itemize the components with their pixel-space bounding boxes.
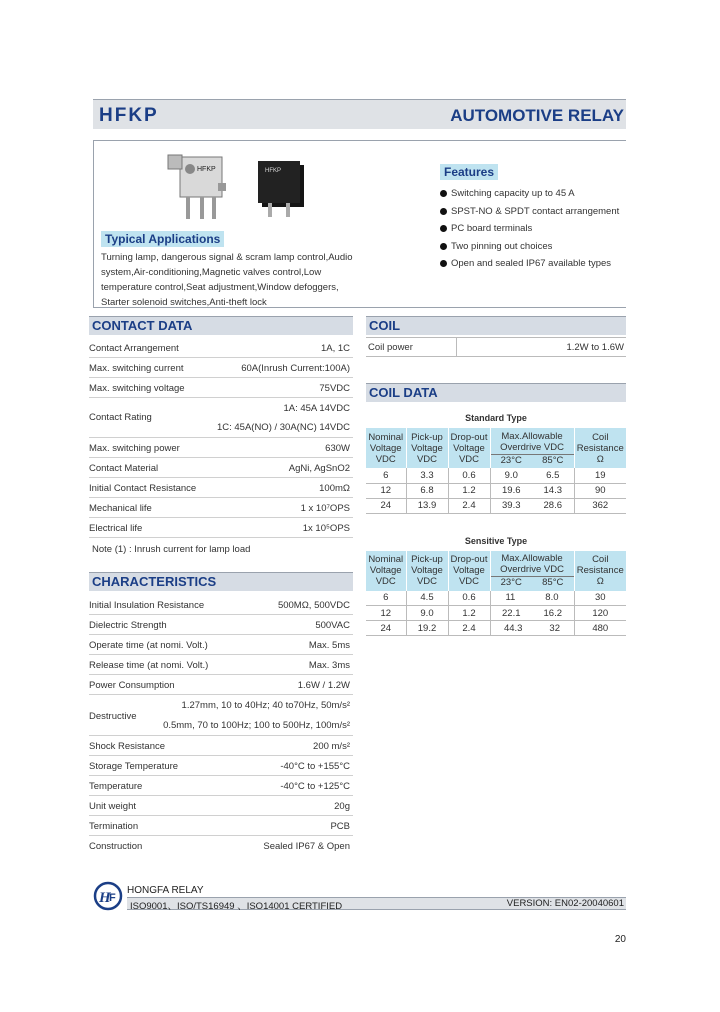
applications-block: [101, 230, 357, 310]
features-title: Features: [440, 164, 498, 180]
feature-item: PC board terminals: [440, 220, 626, 238]
contact-row: Mechanical life 1 x 10⁷OPS: [89, 498, 353, 518]
coil-power-row: Coil power 1.2W to 1.6W: [366, 337, 626, 357]
applications-title: Typical Applications: [101, 231, 224, 247]
table-row: 24 19.2 2.4 44.3 32 480: [366, 621, 626, 636]
standard-coil-table: [366, 428, 626, 514]
coil-data-section: [366, 383, 626, 636]
char-row: Initial Insulation Resistance 500MΩ, 500VDC: [89, 595, 353, 615]
col-overdrive: Max.Allowable Overdrive VDC 23°C 85°C: [490, 551, 574, 591]
char-row: Operate time (at nomi. Volt.) Max. 5ms: [89, 635, 353, 655]
svg-text:F: F: [109, 892, 116, 904]
sensitive-coil-table: [366, 551, 626, 637]
col-pickup: Pick-up Voltage VDC: [406, 428, 448, 468]
col-resistance: Coil Resistance Ω: [574, 551, 626, 591]
svg-text:H: H: [99, 890, 111, 906]
version: VERSION: EN02-20040601: [506, 898, 624, 909]
char-row: Construction Sealed IP67 & Open: [89, 841, 350, 852]
company-name: HONGFA RELAY: [127, 885, 204, 896]
char-row: Dielectric Strength 500VAC: [89, 615, 353, 635]
contact-row: Contact Material AgNi, AgSnO2: [89, 458, 353, 478]
page-number: 20: [614, 934, 626, 945]
contact-row: Max. switching power 630W: [89, 438, 353, 458]
char-row: Release time (at nomi. Volt.) Max. 3ms: [89, 655, 353, 675]
contact-row: Contact Arrangement 1A, 1C: [89, 338, 353, 358]
intro-box: [93, 140, 626, 308]
characteristics-section: [89, 572, 353, 862]
product-subtitle: AUTOMOTIVE RELAY: [450, 106, 624, 125]
feature-item: Two pinning out choices: [440, 238, 626, 256]
char-row: Destructive 1.27mm, 10 to 40Hz; 40 to70Hz, 50m/s² 0.5mm, 70 to 100Hz; 100 to 500Hz, 100m/s²: [89, 695, 353, 736]
contact-data-header: CONTACT DATA: [89, 316, 353, 335]
char-row: Temperature -40°C to +125°C: [89, 776, 353, 796]
standard-type-title: Standard Type: [465, 413, 527, 423]
hongfa-logo-icon: [93, 881, 123, 911]
contact-note: Note (1) : Inrush current for lamp load: [92, 544, 251, 555]
table-row: 12 9.0 1.2 22.1 16.2 120: [366, 606, 626, 621]
feature-item: Open and sealed IP67 available types: [440, 255, 626, 273]
col-nominal: Nominal Voltage VDC: [366, 428, 406, 468]
applications-text: Turning lamp, dangerous signal & scram lamp control,Audio system,Air-conditioning,Magnetic valves control,Low temperature control,Seat adjustment,Window defoggers, Starter solenoid switches,Anti-theft lock: [101, 252, 353, 308]
relay-photo: [160, 147, 310, 229]
features-list: [440, 185, 626, 273]
contact-row: Initial Contact Resistance 100mΩ: [89, 478, 353, 498]
col-pickup: Pick-up Voltage VDC: [406, 551, 448, 591]
relay-mark-left: HFKP: [197, 166, 216, 173]
table-row: 6 4.5 0.6 11 8.0 30: [366, 591, 626, 606]
product-title: HFKP: [99, 105, 159, 126]
col-nominal: Nominal Voltage VDC: [366, 551, 406, 591]
table-row: 24 13.9 2.4 39.3 28.6 362: [366, 498, 626, 513]
feature-item: Switching capacity up to 45 A: [440, 185, 626, 203]
char-row: Power Consumption 1.6W / 1.2W: [89, 675, 353, 695]
relay-mark-right: HFKP: [265, 168, 282, 174]
coil-section: [366, 316, 626, 357]
char-row: Termination PCB: [89, 816, 353, 836]
contact-row: Max. switching current 60A(Inrush Current:100A): [89, 358, 353, 378]
certifications: ISO9001、ISO/TS16949 、ISO14001 CERTIFIED: [130, 901, 343, 912]
char-row: Shock Resistance 200 m/s²: [89, 736, 353, 756]
coil-data-header: COIL DATA: [366, 383, 626, 402]
table-row: 12 6.8 1.2 19.6 14.3 90: [366, 483, 626, 498]
contact-row: Max. switching voltage 75VDC: [89, 378, 353, 398]
features-block: [440, 163, 626, 273]
col-overdrive: Max.Allowable Overdrive VDC 23°C 85°C: [490, 428, 574, 468]
contact-row: Electrical life 1x 10⁵OPS: [89, 518, 353, 538]
char-row: Unit weight 20g: [89, 796, 353, 816]
contact-data-section: [89, 316, 353, 555]
table-row: 6 3.3 0.6 9.0 6.5 19: [366, 468, 626, 483]
sensitive-type-title: Sensitive Type: [464, 535, 528, 546]
char-row: Storage Temperature -40°C to +155°C: [89, 756, 353, 776]
coil-header: COIL: [366, 316, 626, 335]
page-header: [93, 99, 626, 129]
cert-bar: [127, 897, 626, 910]
col-dropout: Drop-out Voltage VDC: [448, 551, 490, 591]
feature-item: SPST-NO & SPDT contact arrangement: [440, 203, 626, 221]
col-dropout: Drop-out Voltage VDC: [448, 428, 490, 468]
col-resistance: Coil Resistance Ω: [574, 428, 626, 468]
contact-row: Contact Rating 1A: 45A 14VDC 1C: 45A(NO) / 30A(NC) 14VDC: [89, 398, 353, 438]
characteristics-header: CHARACTERISTICS: [89, 572, 353, 591]
